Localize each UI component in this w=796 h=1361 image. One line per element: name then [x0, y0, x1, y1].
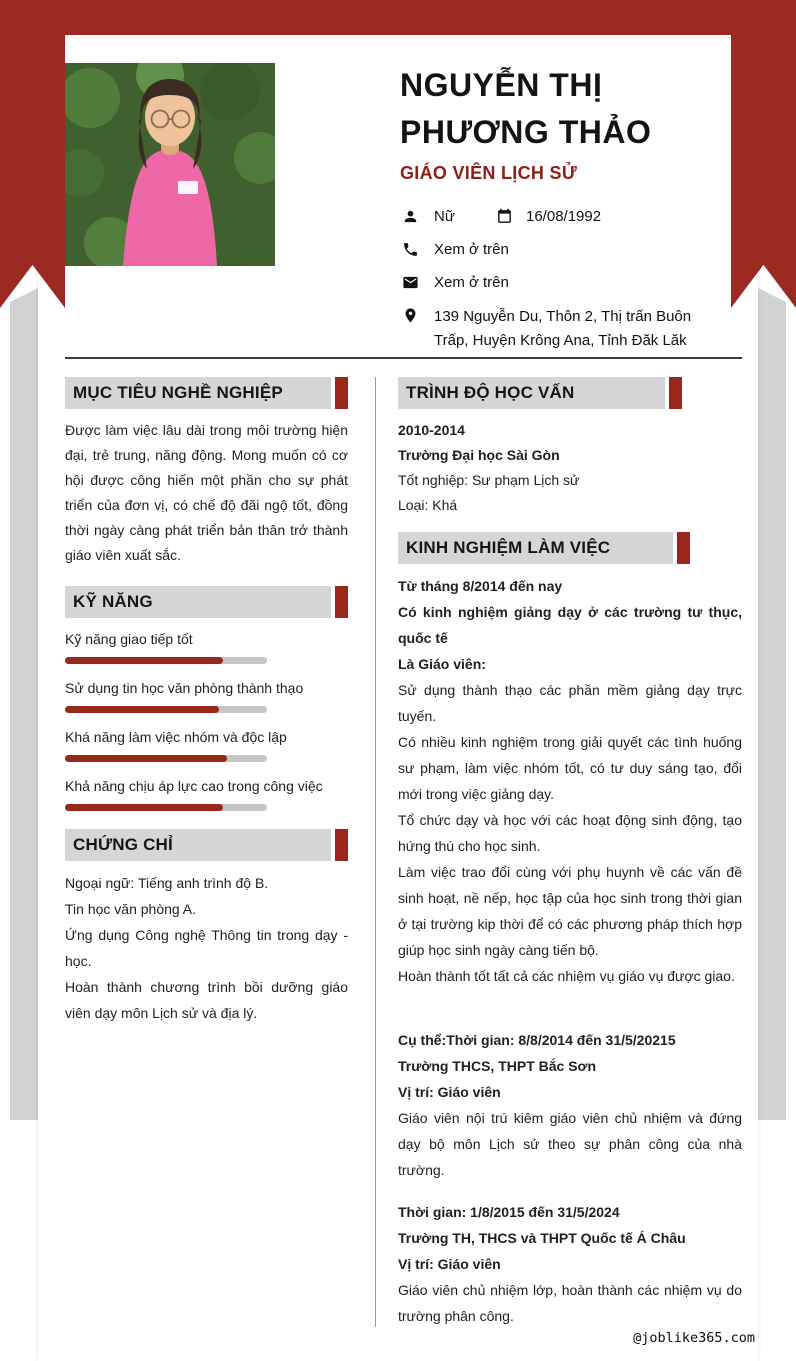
skill-item — [65, 725, 348, 762]
profile-photo — [65, 63, 275, 266]
location-pin-icon — [402, 307, 419, 324]
section-heading-label: KỸ NĂNG — [65, 586, 331, 618]
watermark: @joblike365.com — [633, 1330, 755, 1346]
right-gray-panel — [758, 288, 786, 1120]
user-icon — [402, 208, 419, 225]
experience-entry — [398, 1199, 742, 1329]
experience-bold-line: Trường TH, THCS và THPT Quốc tế Á Châu — [398, 1230, 686, 1246]
education-grade: Loại: Khá — [398, 497, 458, 513]
heading-accent — [335, 377, 348, 409]
skill-item — [65, 676, 348, 713]
skill-progress-fill — [65, 804, 223, 811]
heading-accent — [335, 829, 348, 861]
contact-row-gender-dob — [402, 206, 724, 228]
experience-bold-line: Trường THCS, THPT Bắc Sơn — [398, 1058, 597, 1074]
left-column — [65, 377, 348, 1026]
experience-entry — [398, 1027, 742, 1183]
experience-bold-line: Vị trí: Giáo viên — [398, 1256, 501, 1272]
section-heading-label: MỤC TIÊU NGHỀ NGHIỆP — [65, 377, 331, 409]
skill-progress-fill — [65, 657, 223, 664]
profile-photo-illustration — [65, 63, 275, 266]
skill-label: Khả năng chịu áp lực cao trong công việc — [65, 778, 323, 794]
certificate-line: Hoàn thành chương trình bồi dưỡng giáo viên dạy môn Lịch sử và địa lý. — [65, 979, 348, 1021]
phone-value: Xem ở trên — [434, 241, 509, 258]
section-heading-skills — [65, 586, 348, 618]
contact-row-phone — [402, 239, 724, 261]
dob-value: 16/08/1992 — [526, 208, 602, 225]
candidate-name-line1: NGUYỄN THỊ — [400, 67, 603, 103]
experience-bold-line: Cụ thể:Thời gian: 8/8/2014 đến 31/5/20215 — [398, 1032, 676, 1048]
address-value: 139 Nguyễn Du, Thôn 2, Thị trấn Buôn Trấp, Huyện Krông Ana, Tỉnh Đăk Lăk — [434, 308, 692, 349]
header-divider — [65, 357, 742, 359]
skill-item — [65, 774, 348, 811]
skill-item — [65, 627, 348, 664]
candidate-name-line2: PHƯƠNG THẢO — [400, 114, 652, 150]
skill-progress-bar — [65, 657, 267, 664]
skills-list — [65, 627, 348, 811]
left-gray-panel — [10, 288, 38, 1120]
skill-progress-bar — [65, 706, 267, 713]
section-heading-label: KINH NGHIỆM LÀM VIỆC — [398, 532, 673, 564]
section-heading-label: CHỨNG CHỈ — [65, 829, 331, 861]
skill-progress-bar — [65, 804, 267, 811]
skill-label: Sử dụng tin học văn phòng thành thạo — [65, 680, 304, 696]
contact-row-address — [402, 305, 724, 353]
education-period: 2010-2014 — [398, 422, 465, 438]
experience-paragraph: Làm việc trao đổi cùng với phụ huynh về các vấn đề sinh hoạt, nề nếp, học tập của học sinh trong thời gian ở tại trường kip thời để có các phương pháp thích hợp giúp học sinh ngày càng tiến bộ. — [398, 864, 742, 958]
certificates-list — [65, 870, 348, 1026]
section-heading-label: TRÌNH ĐỘ HỌC VẤN — [398, 377, 665, 409]
experience-bold-line: Vị trí: Giáo viên — [398, 1084, 501, 1100]
experience-paragraph: Hoàn thành tốt tất cả các nhiệm vụ giáo vụ được giao. — [398, 968, 735, 984]
experience-bold-line: Là Giáo viên: — [398, 656, 486, 672]
experience-paragraph: Có nhiều kinh nghiệm trong giải quyết các tình huống sư phạm, làm việc nhóm tốt, có tư duy sáng tạo, đổi mới trong việc giảng dạy. — [398, 734, 742, 802]
contact-info — [402, 206, 724, 364]
experience-bold-line: Có kinh nghiệm giảng dạy ở các trường tư thục, quốc tế — [398, 604, 742, 646]
column-divider — [375, 377, 376, 1327]
experience-bold-line: Từ tháng 8/2014 đến nay — [398, 578, 563, 594]
experience-paragraph: Tổ chức dạy và học với các hoạt động sinh động, tạo hứng thú cho học sinh. — [398, 812, 742, 854]
certificate-line: Ngoại ngữ: Tiếng anh trình độ B. — [65, 875, 269, 891]
heading-accent — [669, 377, 682, 409]
right-column — [398, 377, 742, 1329]
skill-progress-fill — [65, 755, 227, 762]
experience-entry — [398, 573, 742, 989]
skill-label: Khá năng làm việc nhóm và độc lập — [65, 729, 287, 745]
experience-paragraph: Giáo viên nội trú kiêm giáo viên chủ nhiệm và đứng dạy bộ môn Lịch sử theo sự phân công của nhà trường. — [398, 1110, 742, 1178]
section-heading-certificates — [65, 829, 348, 861]
section-heading-education — [398, 377, 682, 409]
section-heading-experience — [398, 532, 690, 564]
heading-accent — [677, 532, 690, 564]
education-entry — [398, 418, 742, 518]
skill-label: Kỹ năng giao tiếp tốt — [65, 631, 193, 647]
education-school: Trường Đại học Sài Gòn — [398, 447, 560, 463]
top-red-band — [0, 0, 796, 35]
calendar-icon — [496, 208, 513, 225]
email-value: Xem ở trên — [434, 274, 509, 291]
phone-icon — [402, 241, 419, 258]
job-title: GIÁO VIÊN LỊCH SỬ — [400, 163, 578, 183]
experience-bold-line: Thời gian: 1/8/2015 đến 31/5/2024 — [398, 1204, 620, 1220]
education-graduation: Tốt nghiệp: Sư phạm Lịch sử — [398, 472, 580, 488]
candidate-name — [400, 62, 651, 156]
mail-icon — [402, 274, 419, 291]
objective-text: Được làm việc lâu dài trong môi trường hiện đại, trẻ trung, năng động. Mong muốn có cơ hội được công hiến một phần cho sự phát triển của đơn vị, có chế độ đãi ngộ tốt, đồng thời ngày càng phát triển bản thân trở thành giáo viên xuất sắc. — [65, 422, 348, 563]
heading-accent — [335, 586, 348, 618]
experience-paragraph: Giáo viên chủ nhiệm lớp, hoàn thành các nhiệm vụ do trường phân công. — [398, 1282, 742, 1324]
left-red-ribbon — [0, 0, 65, 308]
skill-progress-fill — [65, 706, 219, 713]
skill-progress-bar — [65, 755, 267, 762]
certificate-line: Ứng dụng Công nghệ Thông tin trong dạy - học. — [65, 927, 348, 969]
section-heading-objective — [65, 377, 348, 409]
certificate-line: Tin học văn phòng A. — [65, 901, 197, 917]
experience-paragraph: Sử dụng thành thạo các phần mềm giảng dạy trực tuyến. — [398, 682, 742, 724]
gender-value: Nữ — [434, 208, 455, 225]
right-red-ribbon — [731, 0, 796, 308]
contact-row-email — [402, 272, 724, 294]
